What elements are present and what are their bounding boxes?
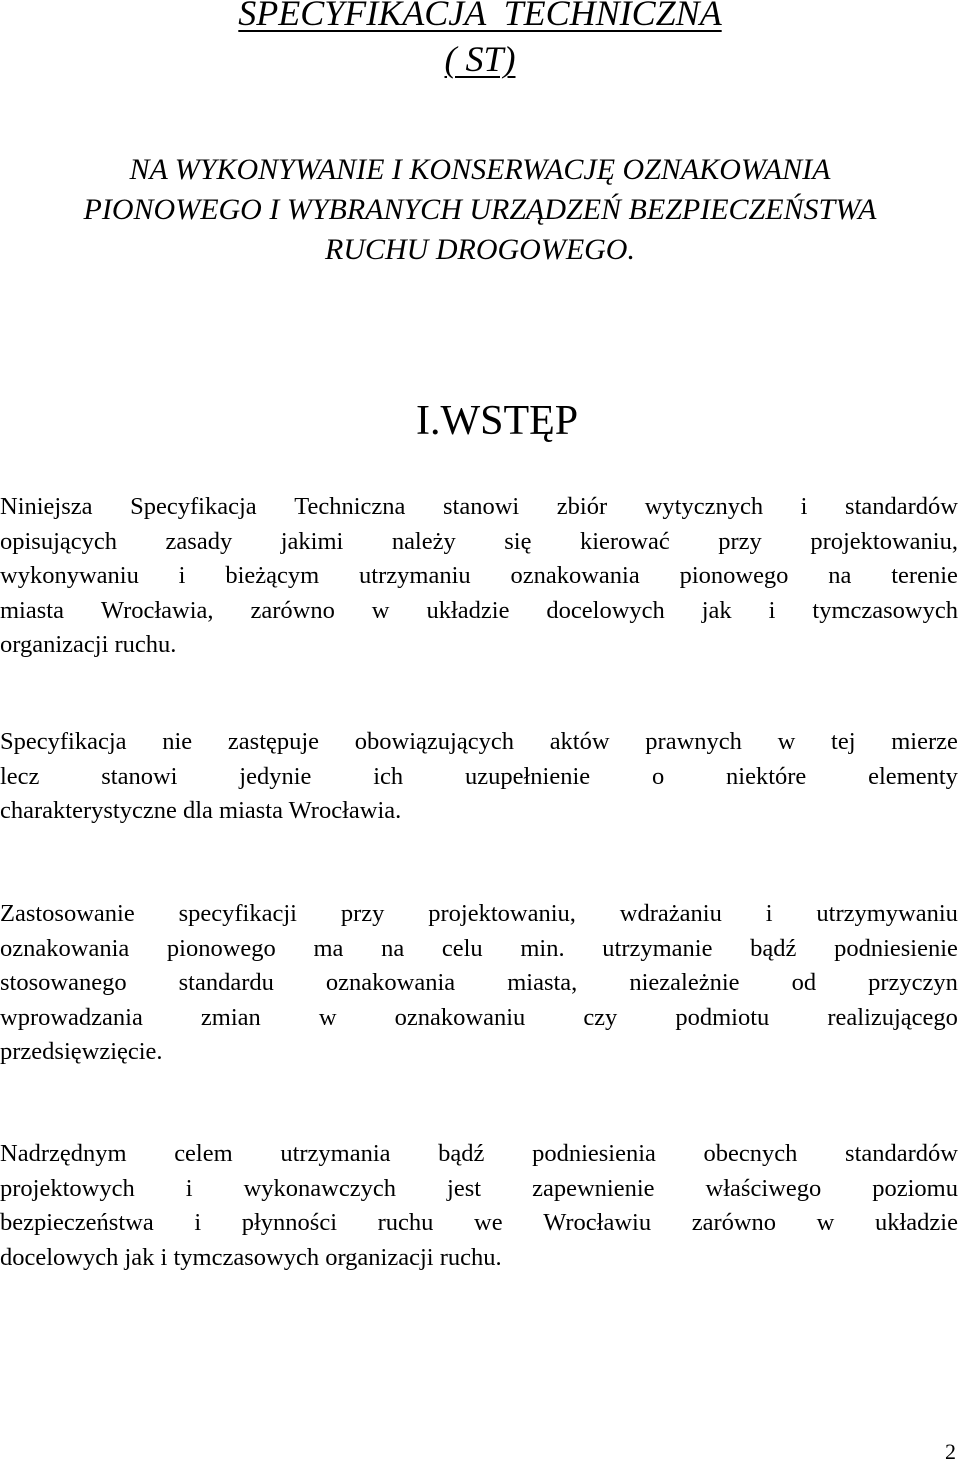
paragraph-4 [0,1137,960,1275]
word: i [194,1209,202,1236]
word: niezależnie [629,969,740,996]
paragraph-line [0,1001,958,1036]
word: specyfikacji [178,900,297,927]
word: bezpieczeństwa [0,1209,154,1236]
word: oznakowania [510,562,640,589]
word: oznakowania [0,934,130,962]
word: ma [313,934,344,962]
word: utrzymania [280,1140,391,1167]
word: zarówno [250,596,335,624]
word: lecz [0,762,40,790]
word: Techniczna [294,493,406,520]
word: obowiązujących [354,728,514,755]
word: Specyfikacja [0,728,127,755]
word: celu [441,934,483,962]
word: wykonywaniu [0,562,139,589]
word: w [318,1003,337,1031]
word: projektowaniu, [428,900,576,927]
word: przyczyn [868,969,958,996]
word: Niniejsza [0,493,93,520]
word: jest [447,1174,482,1202]
word: i [800,493,808,520]
section-heading: I.WSTĘP [416,398,579,444]
word: przy [718,527,762,555]
word: nie [162,728,193,755]
paragraph-line: organizacji ruchu. [0,631,177,658]
word: kierować [579,527,670,555]
title-line-1: SPECYFIKACJA TECHNICZNA [238,0,722,33]
word: na [381,934,405,962]
subtitle-line-2: PIONOWEGO I WYBRANYCH URZĄDZEŃ BEZPIECZEŃSTWA [83,193,877,226]
word: realizującego [827,1003,958,1031]
word: bieżącym [225,562,320,589]
word: jakimi [280,527,344,555]
word: standardu [178,969,274,996]
paragraph-line: charakterystyczne dla miasta Wrocławia. [0,797,402,824]
word: i [185,1174,193,1202]
word: zasady [165,527,233,555]
subtitle-line-3: RUCHU DROGOWEGO. [325,233,635,266]
word: opisujących [0,527,118,555]
title-line-2: ( ST) [444,39,516,79]
word: standardów [845,493,958,520]
word: standardów [845,1140,958,1167]
word: i [765,900,773,927]
word: oznakowania [325,969,456,996]
word: jedynie [239,762,312,790]
paragraph-line [0,897,958,932]
word: Nadrzędnym [0,1140,127,1167]
page-number: 2 [945,1439,956,1464]
paragraph-line [0,966,958,1001]
word: układzie [874,1209,958,1236]
word: i [178,562,186,589]
word: Wrocławia, [100,596,214,624]
word: oznakowaniu [394,1003,526,1031]
word: w [777,728,796,755]
document-subtitle [0,150,960,270]
paragraph-line: przedsięwzięcie. [0,1038,163,1065]
word: stanowi [101,762,178,790]
word: w [816,1209,835,1236]
word: wykonawczych [243,1174,396,1202]
word: tymczasowych [812,596,958,624]
paragraph-line [0,1137,958,1172]
word: aktów [549,728,610,755]
subtitle-line-1: NA WYKONYWANIE I KONSERWACJĘ OZNAKOWANIA [129,153,831,186]
paragraph-line [0,725,958,760]
word: tej [831,728,856,755]
word: płynności [241,1209,338,1236]
word: pionowego [679,562,789,589]
word: zapewnienie [532,1174,655,1202]
word: Zastosowanie [0,900,135,927]
word: terenie [891,562,958,589]
word: wprowadzania [0,1003,143,1031]
word: projektowych [0,1174,135,1202]
paragraph-3 [0,897,960,1070]
word: przy [340,900,385,927]
word: podniesienia [532,1140,656,1167]
word: bądź [438,1140,485,1167]
paragraph-line [0,932,958,967]
paragraph-line [0,1172,958,1207]
document-title [0,0,960,82]
word: Wrocławiu [543,1209,652,1236]
word: zmian [200,1003,261,1031]
word: niektóre [726,762,807,790]
word: od [791,969,817,996]
word: uzupełnienie [464,762,591,790]
word: na [828,562,852,589]
word: właściwego [705,1174,822,1202]
word: zastępuje [227,728,320,755]
word: we [474,1209,503,1236]
word: jak [701,596,732,624]
word: prawnych [645,728,742,755]
word: mierze [891,728,958,755]
word: celem [174,1140,233,1167]
word: podmiotu [675,1003,770,1031]
word: w [371,596,390,624]
paragraph-line [0,525,958,560]
word: podniesienie [834,934,958,962]
word: utrzymaniu [359,562,471,589]
word: ruchu [377,1209,434,1236]
word: i [768,596,776,624]
word: wdrażaniu [619,900,722,927]
word: stanowi [442,493,520,520]
paragraph-line: docelowych jak i tymczasowych organizacji ruchu. [0,1243,502,1271]
word: obecnych [703,1140,798,1167]
word: się [504,527,532,555]
word: czy [583,1003,618,1031]
paragraph-1 [0,490,960,663]
word: Specyfikacja [130,493,257,520]
paragraph-line [0,1206,958,1241]
word: ich [373,762,404,790]
word: zarówno [691,1209,777,1236]
word: poziomu [872,1174,958,1202]
word: o [651,762,665,790]
word: utrzymanie [602,934,713,962]
word: docelowych [546,596,665,624]
word: elementy [868,762,958,790]
word: zbiór [556,493,608,520]
paragraph-2 [0,725,960,829]
paragraph-line [0,760,958,795]
word: układzie [426,596,510,624]
word: miasta [0,596,64,624]
paragraph-line [0,594,958,629]
word: miasta, [507,969,578,996]
word: bądź [750,934,797,962]
word: wytycznych [644,493,764,520]
word: pionowego [166,934,276,962]
word: stosowanego [0,969,127,996]
word: utrzymywaniu [816,900,958,927]
word: projektowaniu, [810,527,958,555]
paragraph-line [0,490,958,525]
word: min. [520,934,565,962]
word: należy [391,527,456,555]
paragraph-line [0,559,958,594]
